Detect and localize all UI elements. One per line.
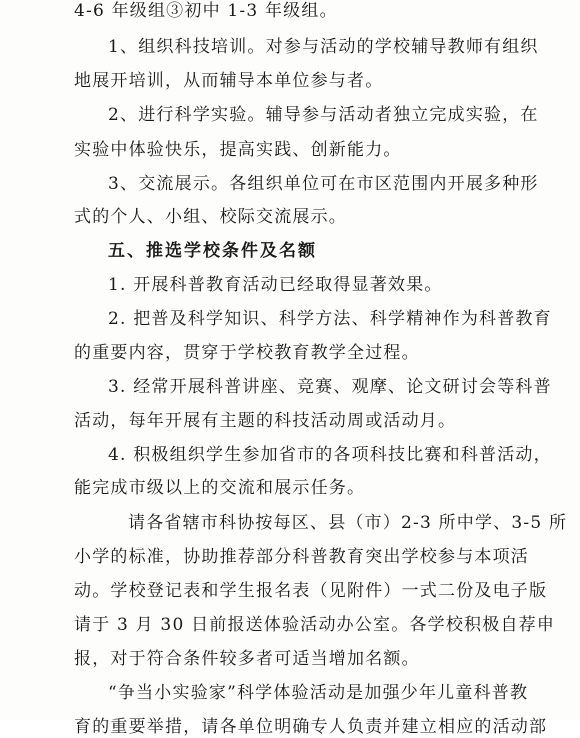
text-line: 式的个人、小组、校际交流展示。 bbox=[74, 207, 347, 227]
text-line: 4. 积极组织学生参加省市的各项科技比赛和科普活动， bbox=[108, 445, 552, 465]
text-line: 3、交流展示。各组织单位可在市区范围内开展多种形 bbox=[108, 174, 539, 194]
text-line: 实验中体验快乐，提高实践、创新能力。 bbox=[74, 140, 402, 160]
text-line: 请于 3 月 30 日前报送体验活动办公室。各学校积极自荐申 bbox=[74, 615, 556, 635]
text-line: 2. 把普及科学知识、科学方法、科学精神作为科普教育 bbox=[108, 309, 552, 329]
text-line: 2、进行科学实验。辅导参与活动者独立完成实验，在 bbox=[108, 105, 539, 125]
text-line: 小学的标准，协助推荐部分科普教育突出学校参与本项活 bbox=[74, 547, 529, 567]
text-line: 1. 开展科普教育活动已经取得显著效果。 bbox=[108, 275, 443, 295]
section-heading: 五、推选学校条件及名额 bbox=[108, 241, 317, 261]
text-line: “争当小实验家”科学体验活动是加强少年儿童科普教 bbox=[108, 683, 529, 703]
text-line: 请各省辖市科协按每区、县（市）2-3 所中学、3-5 所 bbox=[128, 513, 568, 533]
text-line: 活动，每年开展有主题的科技活动周或活动月。 bbox=[74, 411, 457, 431]
text-line: 1、组织科技培训。对参与活动的学校辅导教师有组织 bbox=[108, 37, 539, 57]
text-line: 的重要内容，贯穿于学校教育教学全过程。 bbox=[74, 343, 420, 363]
text-line: 育的重要举措，请各单位明确专人负责并建立相应的活动部 bbox=[74, 717, 548, 737]
text-line: 动。学校登记表和学生报名表（见附件）一式二份及电子版 bbox=[74, 581, 548, 601]
text-line: 地展开培训，从而辅导本单位参与者。 bbox=[74, 71, 384, 91]
text-line: 能完成市级以上的交流和展示任务。 bbox=[74, 478, 366, 498]
text-line: 3. 经常开展科普讲座、竞赛、观摩、论文研讨会等科普 bbox=[108, 377, 552, 397]
text-line: 报，对于符合条件较多者可适当增加名额。 bbox=[74, 649, 420, 669]
text-line: 4-6 年级组③初中 1-3 年级组。 bbox=[74, 1, 338, 21]
